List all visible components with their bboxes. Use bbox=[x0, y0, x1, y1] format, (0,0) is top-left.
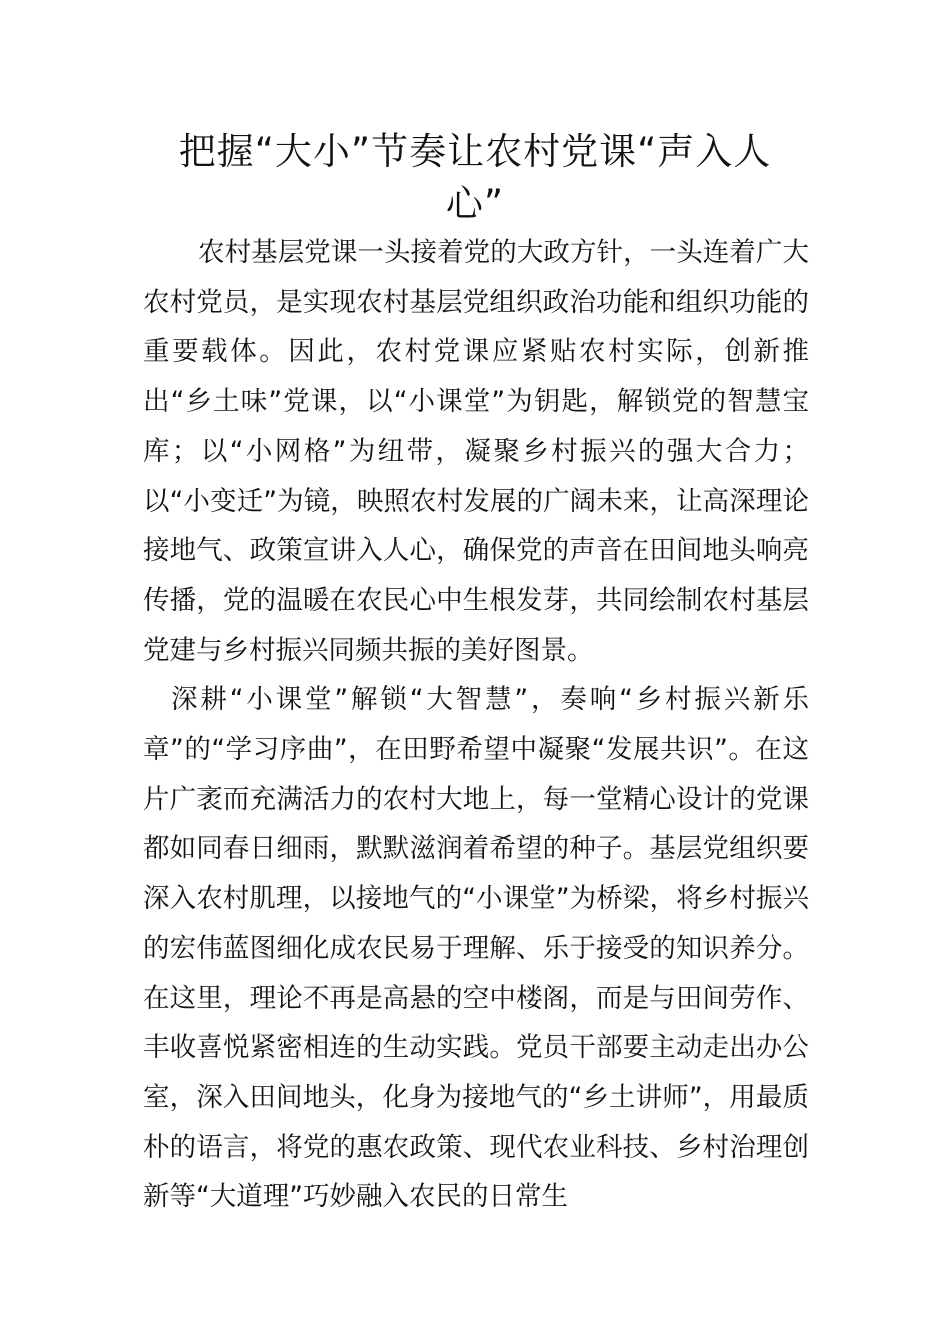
document-title: 把握“大小”节奏让农村党课“声入人心” bbox=[178, 130, 772, 225]
body-paragraph-2: 深耕“小课堂”解锁“大智慧”，奏响“乡村振兴新乐章”的“学习序曲”，在田野希望中凝聚“发展共识”。在这片广袤而充满活力的农村大地上，每一堂精心设计的党课都如同春日细雨，默默滋润着希望的种子。基层党组织要深入农村肌理，以接地气的“小课堂”为桥梁，将乡村振兴的宏伟蓝图细化成农民易于理解、乐于接受的知识养分。在这里，理论不再是高悬的空中楼阁，而是与田间劳作、丰收喜悦紧密相连的生动实践。党员干部要主动走出办公室，深入田间地头，化身为接地气的“乡土讲师”，用最质朴的语言，将党的惠农政策、现代农业科技、乡村治理创新等“大道理”巧妙融入农民的日常生 bbox=[143, 684, 809, 1213]
body-paragraph-1: 农村基层党课一头接着党的大政方针，一头连着广大农村党员，是实现农村基层党组织政治功能和组织功能的重要载体。因此，农村党课应紧贴农村实际，创新推出“乡土味”党课，以“小课堂”为钥匙，解锁党的智慧宝库；以“小网格”为纽带，凝聚乡村振兴的强大合力；以“小变迁”为镜，映照农村发展的广阔未来，让高深理论接地气、政策宣讲入人心，确保党的声音在田间地头响亮传播，党的温暖在农民心中生根发芽，共同绘制农村基层党建与乡村振兴同频共振的美好图景。 bbox=[143, 237, 809, 666]
document-body bbox=[143, 228, 809, 1222]
